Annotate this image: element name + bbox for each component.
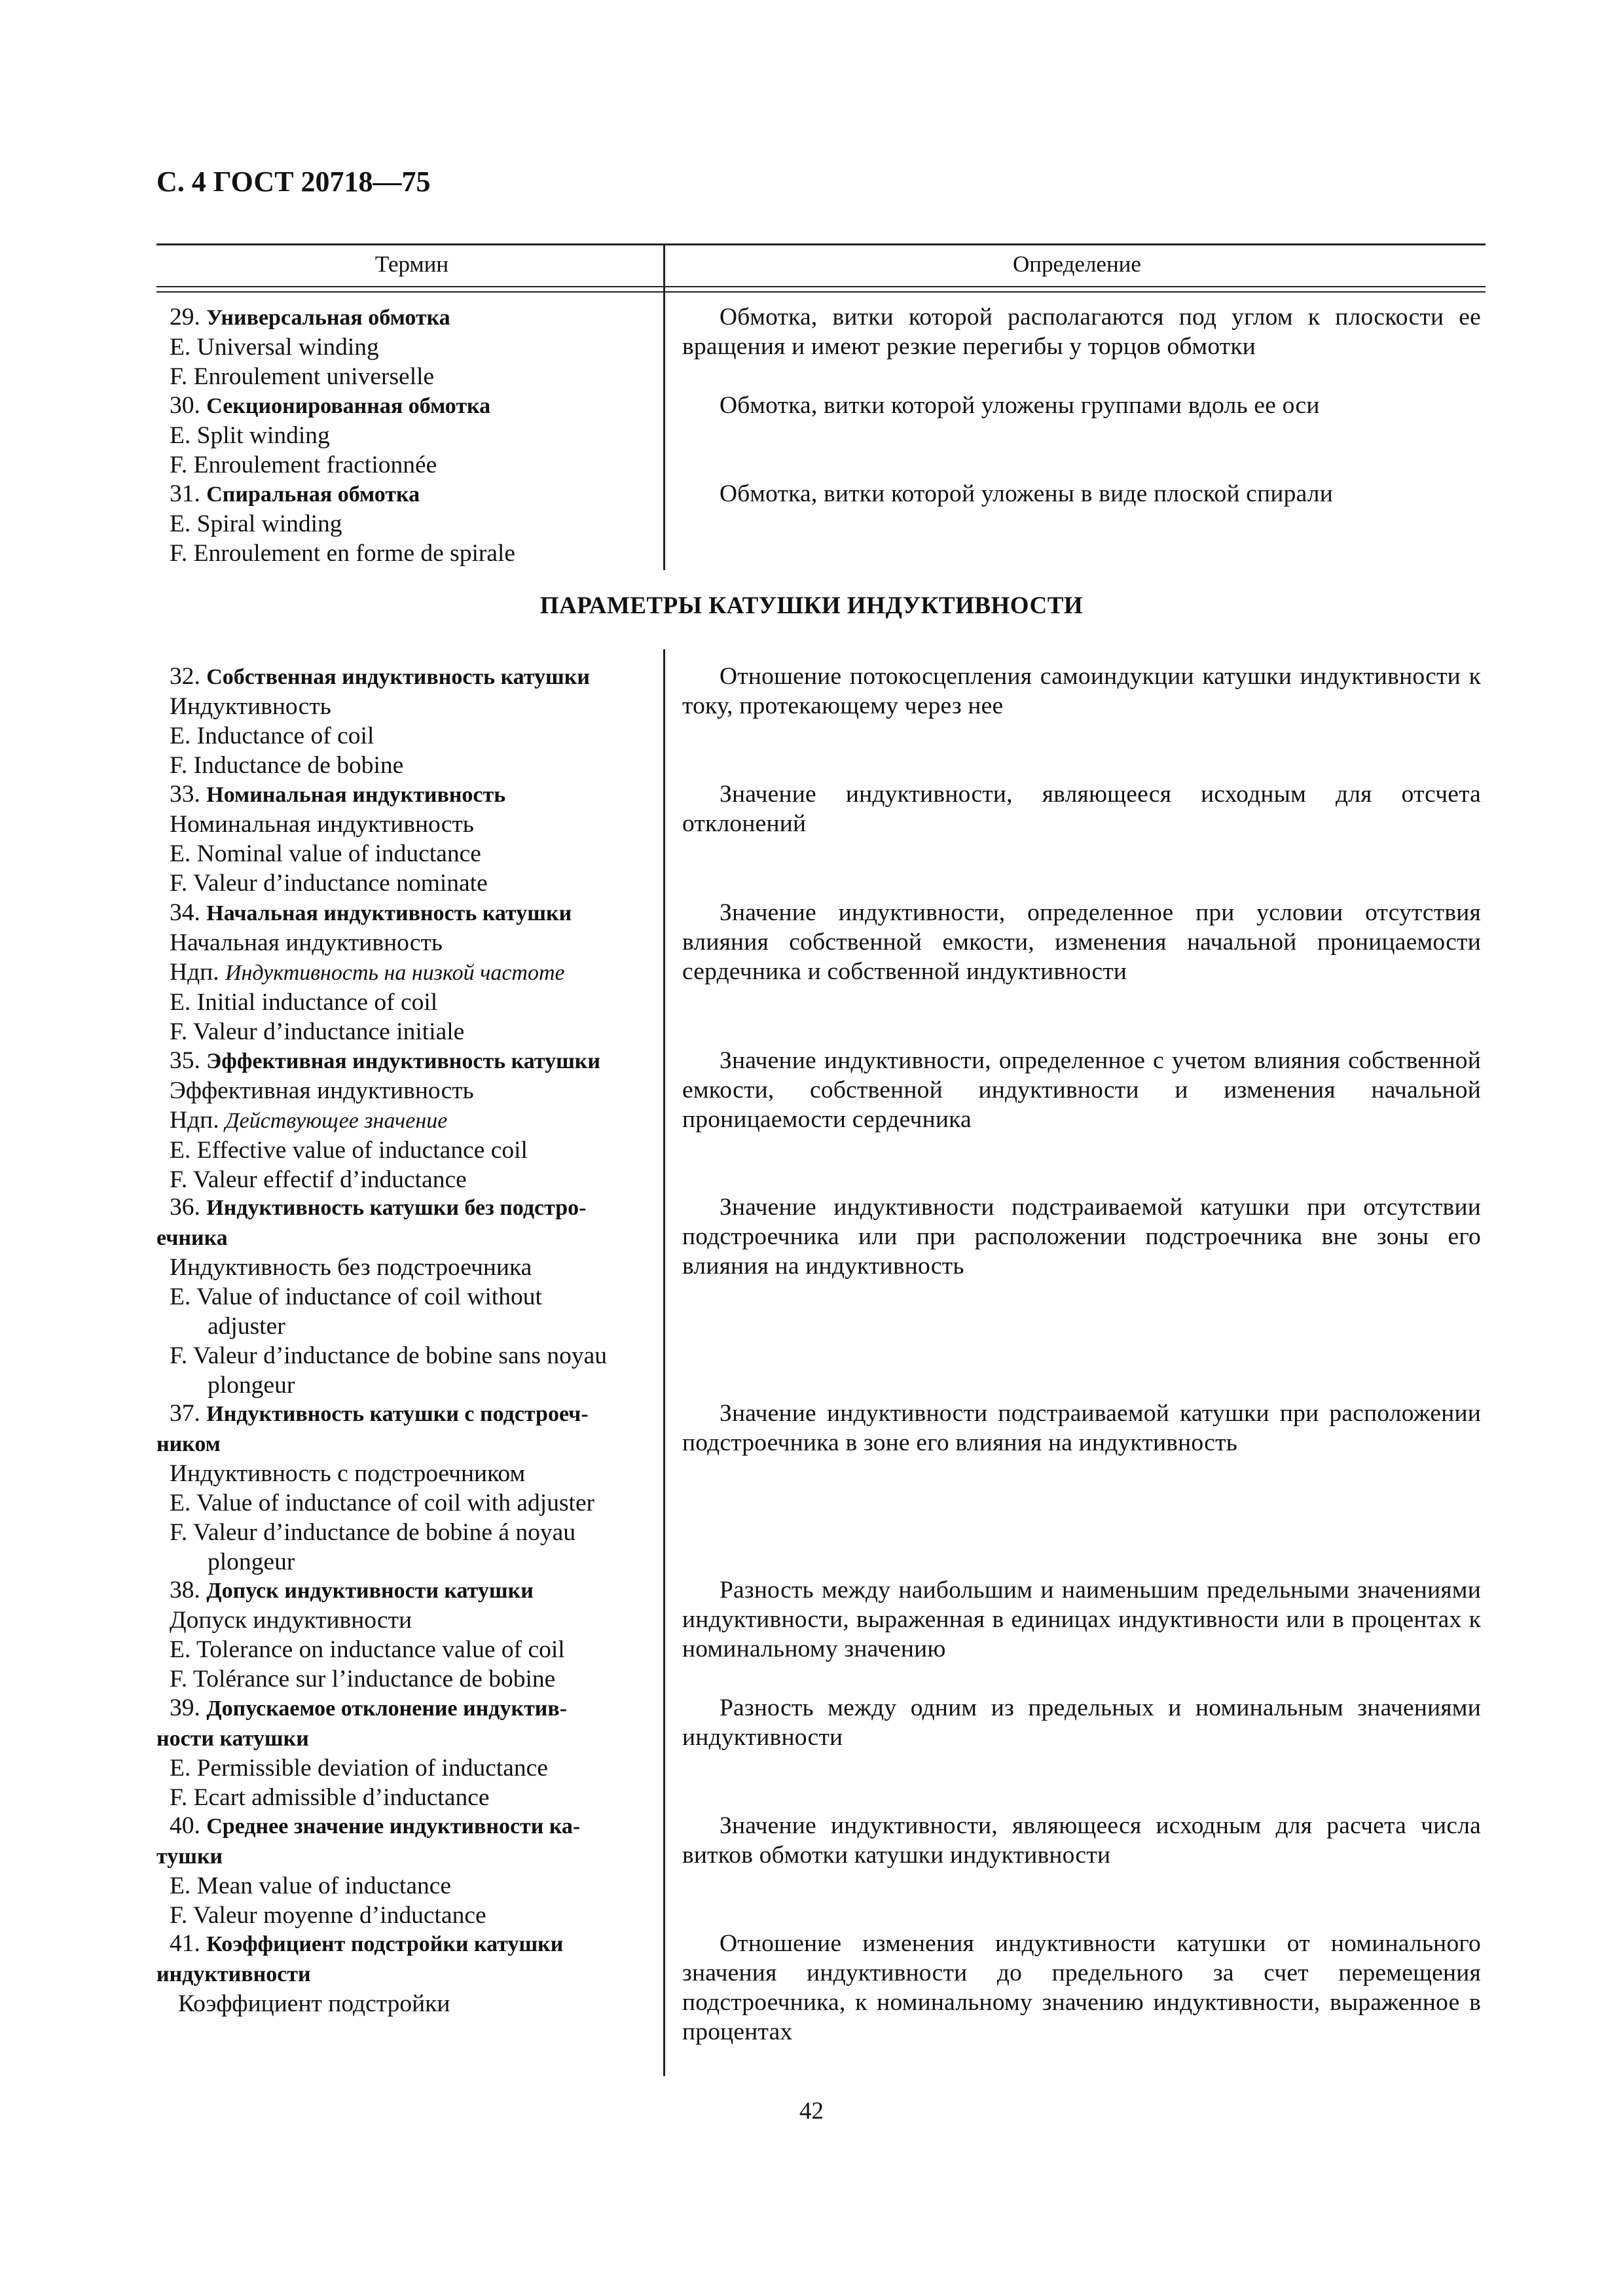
- column-header-definition: Определение: [1013, 251, 1141, 277]
- definition-41: Отношение изменения индуктивности катушки от номинального значения индуктивности до предельного за счет перемещения подстроечника, к номинальному значению индуктивности, выраженное в процентах: [682, 1930, 1481, 2045]
- term-39: 39. Допускаемое отклонение индуктив- ности катушки E. Permissible deviation of inductance F. Ecart admissible d’inductance: [156, 1695, 568, 1811]
- term-29: 29. Универсальная обмотка E. Universal winding F. Enroulement universelle: [170, 304, 450, 390]
- term-37: 37. Индуктивность катушки с подстроеч- ником Индуктивность с подстроечником E. Value of inductance of coil with adjuster F. Valeur d’inductance de bobine á noyau plongeur: [156, 1400, 595, 1575]
- section-title: ПАРАМЕТРЫ КАТУШКИ ИНДУКТИВНОСТИ: [539, 592, 1084, 619]
- definition-30: Обмотка, витки которой уложены группами вдоль ее оси: [720, 392, 1320, 419]
- term-35: 35. Эффективная индуктивность катушки Эффективная индуктивность Ндп. Действующее значение E. Effective value of inductance coil F. Valeur effectif d’inductance: [170, 1047, 600, 1193]
- definition-37: Значение индуктивности подстраиваемой катушки при расположении подстроечника в зоне его влияния на индуктивность: [682, 1400, 1481, 1456]
- term-33: 33. Номинальная индуктивность Номинальная индуктивность E. Nominal value of inductance F. Valeur d’inductance nominate: [170, 781, 506, 897]
- term-40: 40. Среднее значение индуктивности ка- тушки E. Mean value of inductance F. Valeur moyenne d’inductance: [156, 1812, 581, 1929]
- term-32: 32. Собственная индуктивность катушки Индуктивность E. Inductance of coil F. Inductance de bobine: [170, 663, 590, 779]
- term-38: 38. Допуск индуктивности катушки Допуск индуктивности E. Tolerance on inductance value of coil F. Tolérance sur l’inductance de bobine: [170, 1577, 565, 1693]
- definition-35: Значение индуктивности, определенное с учетом влияния собственной емкости, собственной индуктивности и изменения начальной проницаемости сердечника: [682, 1047, 1481, 1133]
- term-30: 30. Секционированная обмотка E. Split winding F. Enroulement fractionnée: [170, 392, 491, 478]
- definition-38: Разность между наибольшим и наименьшим предельными значениями индуктивности, выраженная в единицах индуктивности или в процентах к номинальному значению: [682, 1577, 1481, 1662]
- term-41: 41. Коэффициент подстройки катушки индуктивности Коэффициент подстройки: [156, 1930, 564, 2017]
- definition-32: Отношение потокосцепления самоиндукции катушки индуктивности к току, протекающему через нее: [682, 663, 1481, 719]
- column-divider-top: [663, 245, 665, 570]
- definition-36: Значение индуктивности подстраиваемой катушки при отсутствии подстроечника или при расположении подстроечника вне зоны его влияния на индуктивность: [682, 1194, 1481, 1280]
- term-31: 31. Спиральная обмотка E. Spiral winding F. Enroulement en forme de spirale: [170, 480, 516, 567]
- term-36: 36. Индуктивность катушки без подстро- ечника Индуктивность без подстроечника E. Value of inductance of coil without adjuster F. Valeur d’inductance de bobine sans noyau plongeur: [156, 1194, 608, 1399]
- definition-34: Значение индуктивности, определенное при условии отсутствия влияния собственной емкости, изменения начальной проницаемости сердечника и собственной индуктивности: [682, 899, 1481, 985]
- definition-31: Обмотка, витки которой уложены в виде плоской спирали: [720, 480, 1333, 507]
- page-header: С. 4 ГОСТ 20718—75: [156, 166, 431, 198]
- table-top-rule: [156, 243, 1486, 245]
- term-34: 34. Начальная индуктивность катушки Начальная индуктивность Ндп. Индуктивность на низкой частоте E. Initial inductance of coil F. Valeur d’inductance initiale: [170, 899, 572, 1045]
- page-number: 42: [799, 2098, 824, 2125]
- column-divider-bottom: [663, 649, 665, 2076]
- table-header-rule-1: [156, 286, 1486, 287]
- definition-39: Разность между одним из предельных и номинальным значениями индуктивности: [682, 1695, 1481, 1751]
- table-header-rule-2: [156, 291, 1486, 293]
- definition-29: Обмотка, витки которой располагаются под углом к плоскости ее вращения и имеют резкие перегибы у торцов обмотки: [682, 304, 1481, 360]
- definition-40: Значение индуктивности, являющееся исходным для расчета числа витков обмотки катушки индуктивности: [682, 1812, 1481, 1869]
- column-header-term: Термин: [374, 251, 449, 277]
- definition-33: Значение индуктивности, являющееся исходным для отсчета отклонений: [682, 781, 1481, 837]
